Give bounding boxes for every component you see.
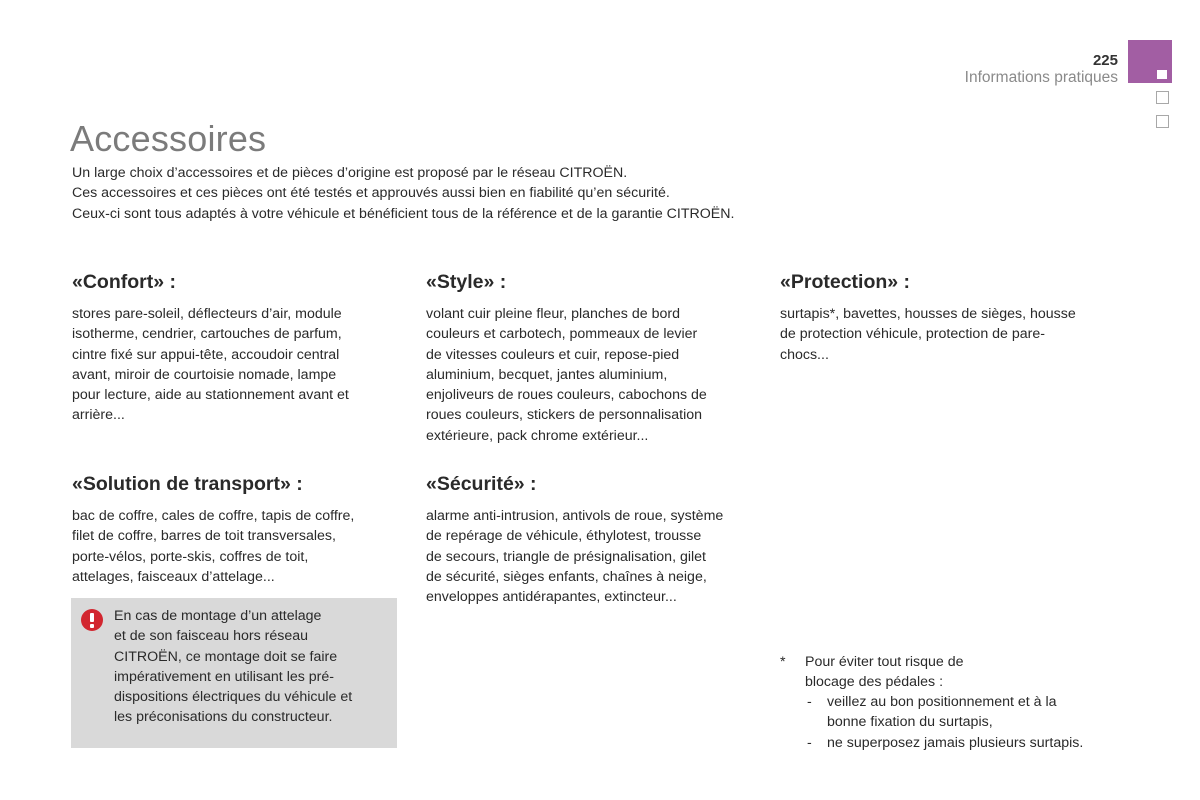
body-line: volant cuir pleine fleur, planches de bord — [426, 306, 680, 322]
warning-line: les préconisations du constructeur. — [114, 709, 333, 726]
section-heading: «Protection» : — [780, 271, 911, 293]
page-number: 225 — [1092, 52, 1118, 69]
body-line: bac de coffre, cales de coffre, tapis de coffre, — [72, 508, 355, 524]
body-line: cintre fixé sur appui-tête, accoudoir central — [72, 346, 340, 363]
body-line: arrière... — [72, 407, 125, 424]
page-title: Accessoires — [70, 118, 267, 159]
section-style — [426, 270, 756, 446]
body-line: alarme anti-intrusion, antivols de roue, système — [426, 508, 724, 524]
bullet-dash: - — [807, 734, 812, 751]
section-body — [72, 304, 402, 426]
section-body — [72, 506, 402, 587]
warning-line: impérativement en utilisant les pré- — [114, 668, 335, 685]
body-line: de secours, triangle de présignalisation, gilet — [426, 548, 706, 565]
section-body — [426, 304, 756, 446]
body-line: extérieure, pack chrome extérieur... — [426, 427, 649, 444]
body-line: surtapis*, bavettes, housses de sièges, housse — [780, 306, 1076, 322]
warning-line: CITROËN, ce montage doit se faire — [114, 648, 338, 665]
chapter-indicator-active-icon — [1157, 70, 1167, 79]
footnote-line: Pour éviter tout risque de — [805, 654, 964, 670]
warning-box — [71, 598, 397, 748]
chapter-indicator-icon — [1156, 91, 1169, 104]
footnote-marker: * — [780, 654, 786, 670]
section-heading: «Confort» : — [72, 271, 176, 293]
footnote-line: veillez au bon positionnement et à la — [827, 694, 1057, 710]
section-transport — [72, 472, 402, 587]
footnote-line: blocage des pédales : — [805, 674, 944, 691]
section-heading: «Style» : — [426, 271, 507, 293]
footnote-list-item — [807, 733, 1147, 753]
footnote-list — [807, 692, 1147, 753]
body-line: filet de coffre, barres de toit transversales, — [72, 528, 336, 545]
body-line: attelages, faisceaux d’attelage... — [72, 568, 275, 585]
intro-paragraph — [72, 163, 972, 224]
body-line: de sécurité, sièges enfants, chaînes à neige, — [426, 568, 707, 585]
body-line: couleurs et carbotech, pommeaux de levier — [426, 326, 698, 343]
intro-line: Ceux-ci sont tous adaptés à votre véhicule et bénéficient tous de la référence et de la garantie CITROËN. — [72, 205, 735, 222]
body-line: de vitesses couleurs et cuir, repose-pied — [426, 346, 680, 363]
section-name: Informations pratiques — [964, 69, 1118, 86]
body-line: enjoliveurs de roues couleurs, cabochons de — [426, 387, 707, 404]
warning-line: et de son faisceau hors réseau — [114, 628, 309, 645]
body-line: isotherme, cendrier, cartouches de parfum, — [72, 326, 342, 343]
footnote-line: bonne fixation du surtapis, — [827, 714, 993, 731]
warning-line: En cas de montage d’un attelage — [114, 608, 322, 624]
body-line: avant, miroir de courtoisie nomade, lampe — [72, 366, 337, 383]
footnote-text — [805, 652, 1125, 693]
footnote-line: ne superposez jamais plusieurs surtapis. — [827, 734, 1084, 751]
intro-line: Ces accessoires et ces pièces ont été testés et approuvés aussi bien en fiabilité qu’en sécurité. — [72, 185, 670, 202]
footnote-list-item — [807, 692, 1147, 733]
intro-line: Un large choix d’accessoires et de pièces d’origine est proposé par le réseau CITROËN. — [72, 165, 628, 181]
body-line: chocs... — [780, 346, 829, 363]
chapter-indicator-icon — [1156, 115, 1169, 128]
section-confort — [72, 270, 402, 426]
body-line: de repérage de véhicule, éthylotest, trousse — [426, 528, 702, 545]
body-line: pour lecture, aide au stationnement avant et — [72, 387, 349, 404]
section-heading: «Solution de transport» : — [72, 473, 303, 495]
body-line: porte-vélos, porte-skis, coffres de toit, — [72, 548, 309, 565]
warning-line: dispositions électriques du véhicule et — [114, 689, 353, 706]
bullet-dash: - — [807, 694, 812, 710]
body-line: enveloppes antidérapantes, extincteur... — [426, 589, 677, 606]
body-line: stores pare-soleil, déflecteurs d’air, module — [72, 306, 342, 322]
warning-text — [114, 606, 384, 728]
body-line: roues couleurs, stickers de personnalisation — [426, 407, 703, 424]
section-body — [426, 506, 756, 607]
section-heading: «Sécurité» : — [426, 473, 537, 495]
body-line: aluminium, becquet, jantes aluminium, — [426, 366, 668, 383]
section-body — [780, 304, 1110, 365]
body-line: de protection véhicule, protection de pare- — [780, 326, 1045, 343]
warning-icon — [81, 609, 103, 631]
section-securite — [426, 472, 756, 607]
section-protection — [780, 270, 1110, 365]
